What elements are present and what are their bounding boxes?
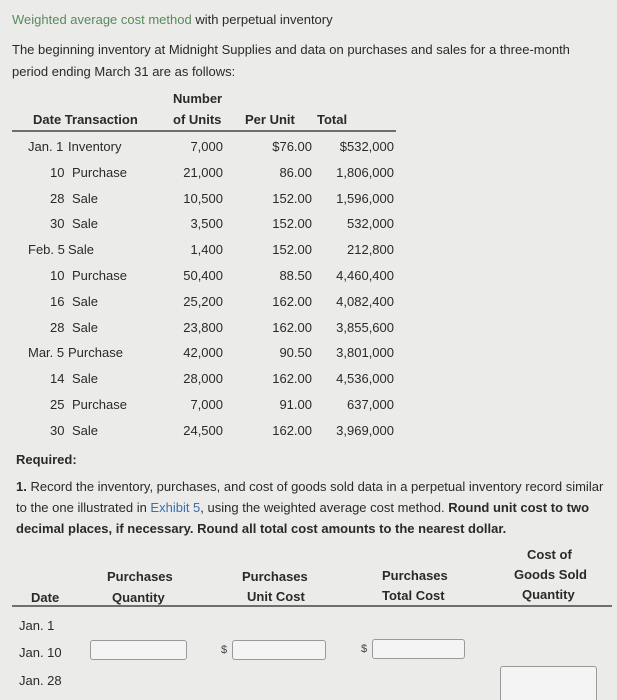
currency-symbol: $: [361, 643, 368, 655]
row-date: 10: [50, 164, 65, 180]
col-header-total: Total: [317, 112, 348, 127]
row-total: 1,806,000: [336, 164, 394, 180]
row-units: 10,500: [183, 190, 223, 206]
rec-header-pu2: Unit Cost: [247, 589, 305, 604]
row-per-unit: 162.00: [272, 293, 312, 309]
jan28-cogs-quantity-input[interactable]: [500, 666, 597, 700]
row-date-jan-28: Jan. 28: [19, 673, 62, 688]
row-total: 637,000: [347, 397, 394, 412]
row-date: 30: [50, 422, 65, 438]
row-per-unit: 88.50: [279, 268, 312, 283]
row-units: 7,000: [190, 139, 223, 154]
exhibit-5-link[interactable]: Exhibit 5: [150, 500, 201, 515]
row-date: 28: [50, 319, 65, 335]
row-units: 7,000: [190, 397, 223, 412]
col-header-number: Number: [173, 91, 223, 106]
intro-line-2: period ending March 31 are as follows:: [12, 64, 236, 79]
rec-header-date: Date: [31, 590, 60, 605]
row-date: Feb. 5: [28, 242, 65, 258]
row-total: 4,460,400: [336, 268, 394, 283]
required-line-3: to two decimal places, if necessary. Round all total cost amounts to the nearest dollar.: [16, 500, 590, 536]
row-units: 25,200: [183, 293, 223, 309]
rec-header-pt2: Total Cost: [382, 588, 445, 603]
rec-header-cg2: Goods Sold: [514, 567, 587, 582]
row-transaction: Sale: [72, 371, 99, 387]
row-transaction: Inventory: [68, 139, 122, 154]
required-label: Required:: [16, 452, 77, 467]
heading-rest: with perpetual inventory: [191, 12, 333, 27]
method-link[interactable]: Weighted average cost method: [12, 12, 192, 27]
rec-header-pq2: Quantity: [112, 590, 165, 605]
row-per-unit: 152.00: [272, 190, 312, 206]
row-per-unit: 162.00: [272, 371, 312, 387]
row-transaction: Sale: [72, 190, 99, 206]
page-heading: [12, 12, 333, 27]
row-date: Mar. 5: [28, 345, 65, 361]
row-transaction: Sale: [72, 293, 99, 309]
currency-symbol: $: [221, 644, 228, 656]
row-transaction: Purchase: [72, 397, 127, 412]
row-units: 50,400: [183, 268, 223, 283]
rec-header-pt1: Purchases: [382, 568, 448, 583]
intro-paragraph: [12, 39, 604, 83]
row-transaction: Sale: [68, 242, 95, 258]
row-total: 532,000: [347, 216, 394, 232]
row-units: 28,000: [183, 371, 223, 387]
row-date: 10: [50, 268, 65, 283]
required-line-2-bold: Round unit cost: [448, 500, 548, 515]
required-line-2a: similar to the one illustrated in: [16, 479, 604, 515]
rec-header-divider: [12, 605, 612, 607]
row-transaction: Purchase: [68, 345, 123, 361]
row-units: 21,000: [183, 164, 223, 180]
row-date-jan-1: Jan. 1: [19, 618, 55, 633]
row-units: 23,800: [183, 319, 223, 335]
row-per-unit: 162.00: [272, 319, 312, 335]
row-per-unit: 86.00: [279, 164, 312, 180]
jan10-purchases-total-cost-input[interactable]: [372, 639, 465, 659]
required-line-2b: , using the weighted average cost method.: [200, 500, 449, 515]
row-per-unit: $76.00: [272, 139, 312, 154]
col-header-date-transaction: Date Transaction: [33, 112, 138, 127]
row-transaction: Sale: [72, 216, 99, 232]
row-per-unit: 90.50: [279, 345, 312, 361]
rec-header-pu1: Purchases: [242, 569, 308, 584]
row-transaction: Purchase: [72, 164, 127, 180]
row-date-jan-10: Jan. 10: [19, 645, 62, 660]
jan10-purchases-quantity-input[interactable]: [90, 640, 187, 660]
row-date: Jan. 1: [28, 139, 64, 154]
row-transaction: Purchase: [72, 268, 127, 283]
row-per-unit: 152.00: [272, 216, 312, 232]
row-per-unit: 162.00: [272, 422, 312, 438]
header-divider: [12, 130, 396, 132]
row-total: 1,596,000: [336, 190, 394, 206]
row-date: 30: [50, 216, 65, 232]
jan10-purchases-unit-cost-input[interactable]: [232, 640, 326, 660]
row-transaction: Sale: [72, 422, 99, 438]
row-total: $532,000: [339, 139, 394, 154]
item-number: 1.: [16, 479, 27, 494]
row-total: 212,800: [347, 242, 394, 258]
intro-line-1: The beginning inventory at Midnight Supplies and data on purchases and sales for a three-month: [12, 42, 570, 57]
row-total: 3,969,000: [336, 422, 394, 438]
row-total: 4,536,000: [336, 371, 394, 387]
row-per-unit: 152.00: [272, 242, 312, 258]
required-line-1: Record the inventory, purchases, and cost of goods sold data in a perpetual inventory record: [26, 479, 563, 494]
row-units: 1,400: [190, 242, 223, 258]
col-header-of-units: of Units: [173, 112, 222, 127]
row-date: 14: [50, 371, 65, 387]
required-instructions: [16, 476, 608, 539]
row-total: 3,855,600: [336, 319, 394, 335]
col-header-per-unit: Per Unit: [245, 112, 295, 127]
row-units: 3,500: [190, 216, 223, 232]
rec-header-cg1: Cost of: [527, 547, 572, 562]
row-transaction: Sale: [72, 319, 99, 335]
row-per-unit: 91.00: [279, 397, 312, 412]
row-units: 24,500: [183, 422, 223, 438]
row-date: 25: [50, 397, 65, 412]
row-total: 4,082,400: [336, 293, 394, 309]
row-total: 3,801,000: [336, 345, 394, 361]
rec-header-pq1: Purchases: [107, 569, 173, 584]
row-date: 16: [50, 293, 65, 309]
row-date: 28: [50, 190, 65, 206]
rec-header-cg3: Quantity: [522, 587, 575, 602]
row-units: 42,000: [183, 345, 223, 361]
